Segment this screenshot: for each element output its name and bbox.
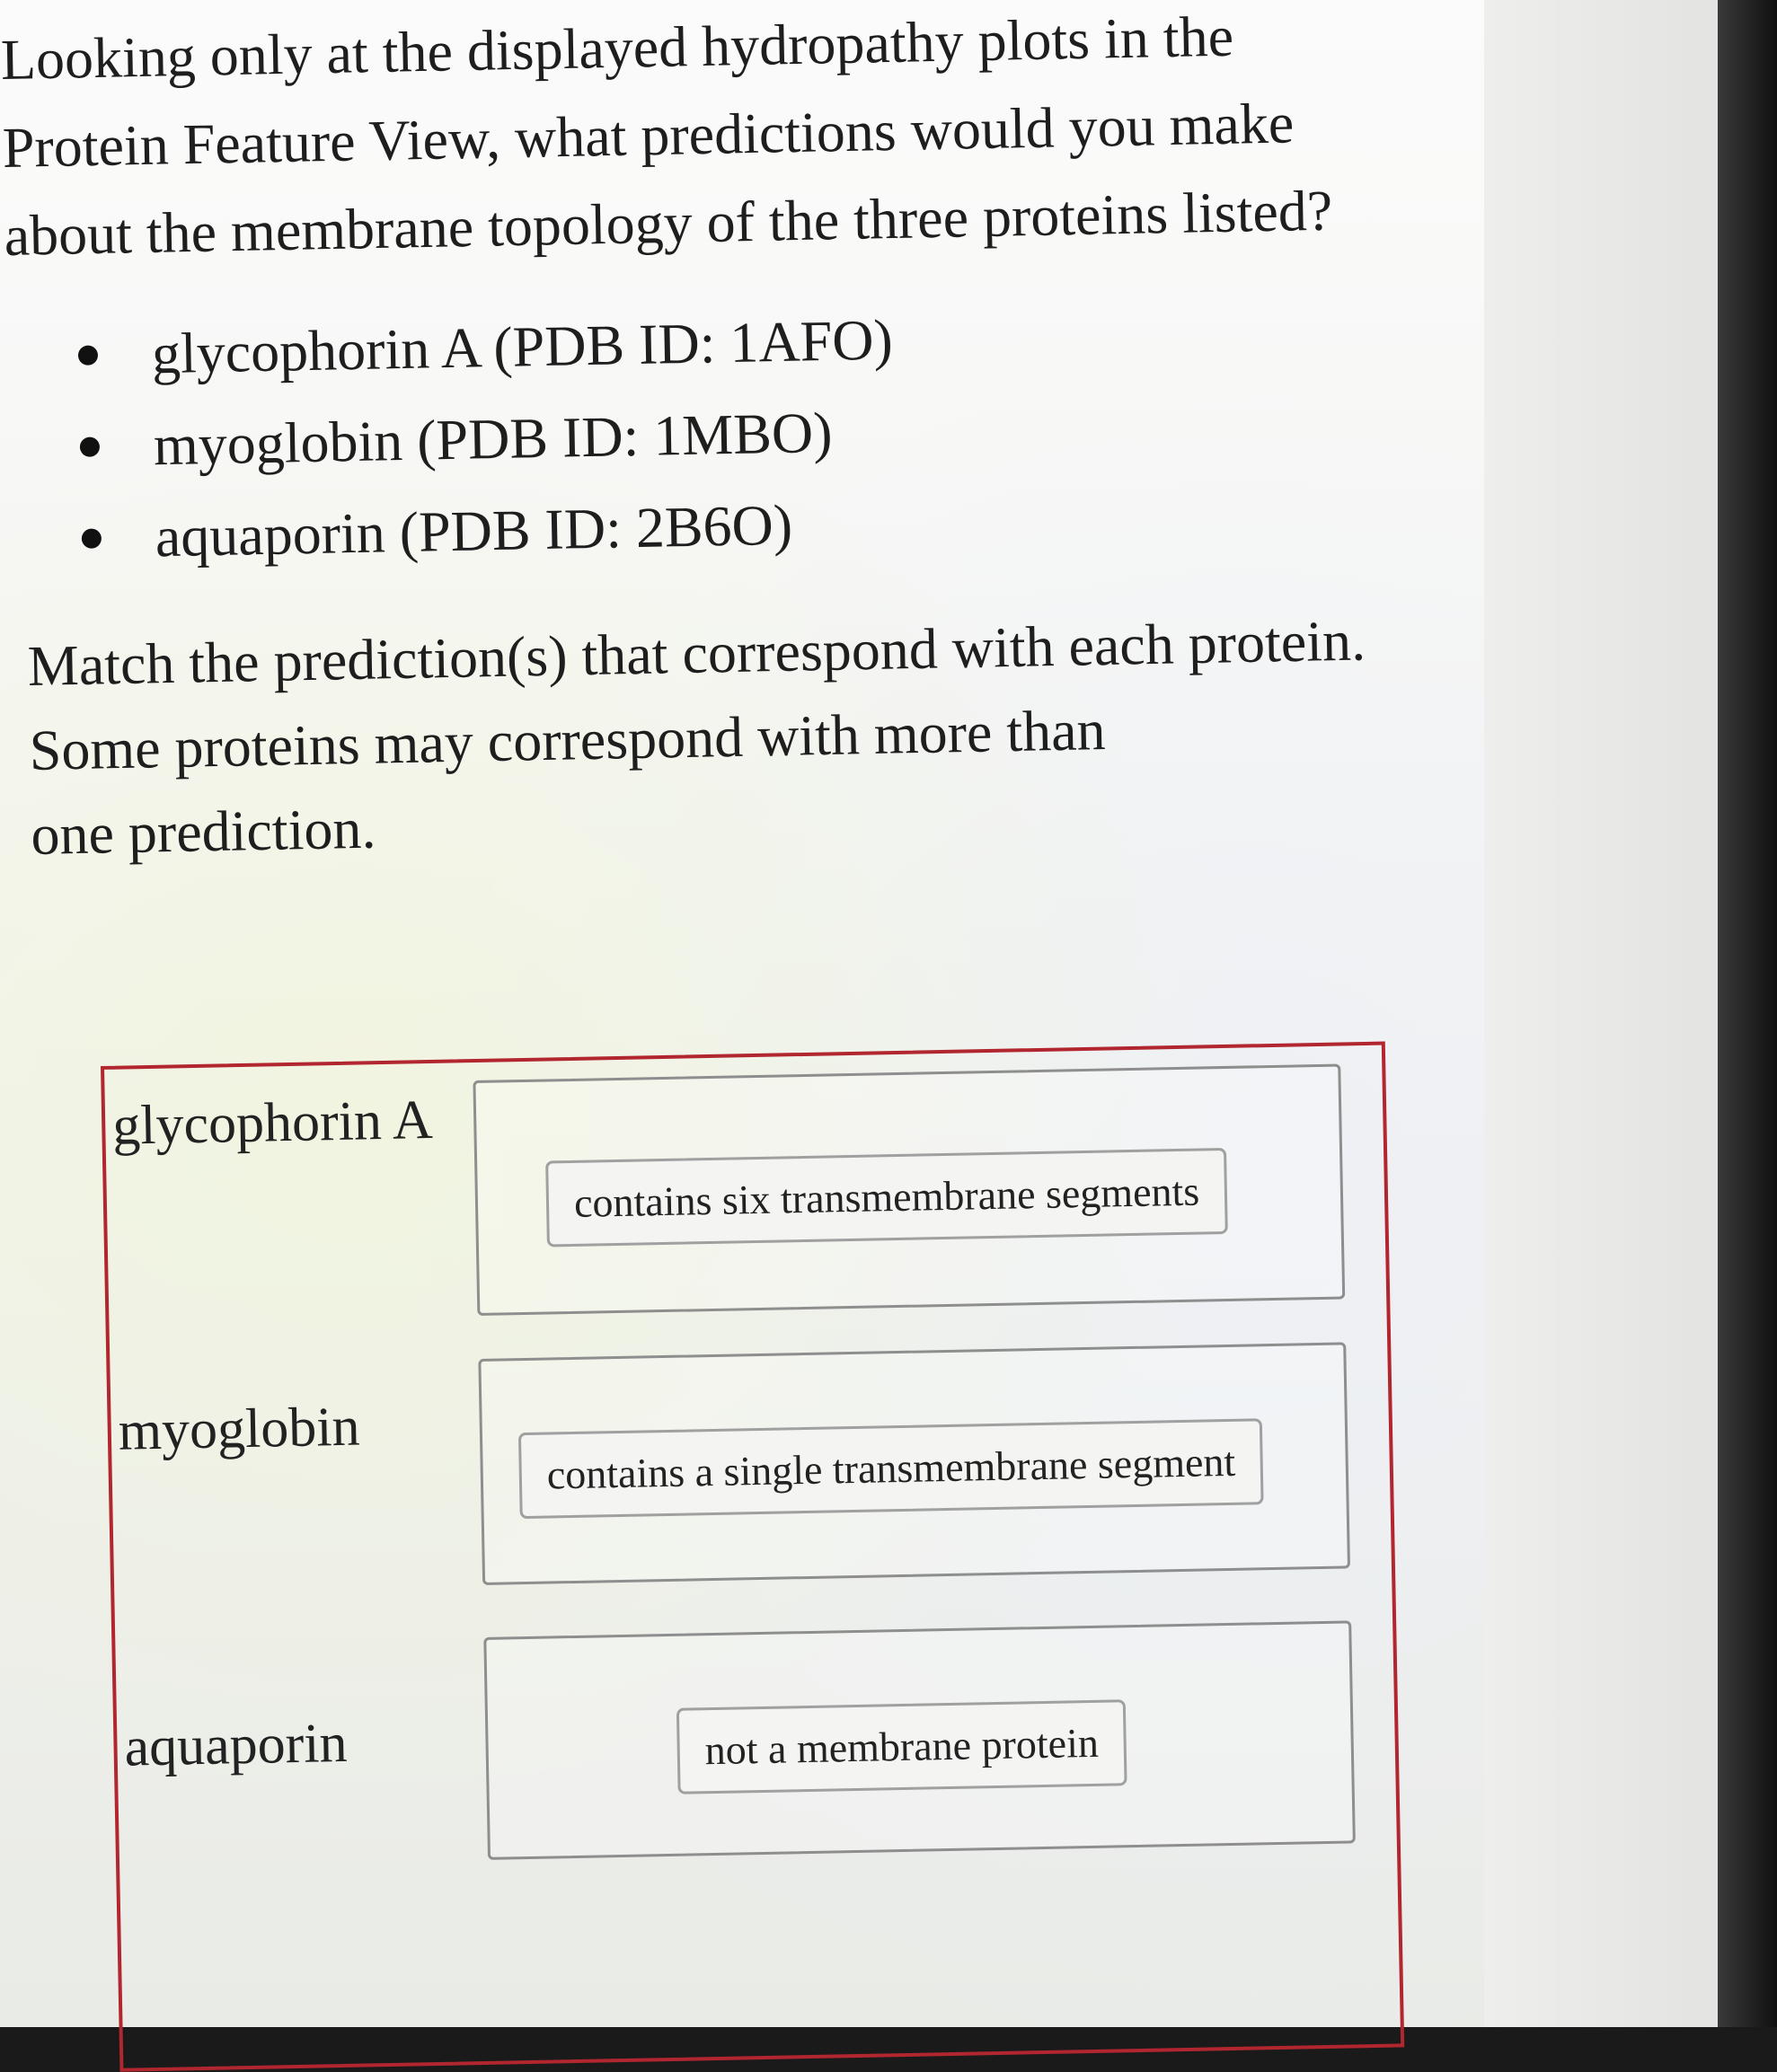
protein-list bbox=[72, 291, 1065, 585]
bullet-icon bbox=[78, 345, 98, 365]
row-label: myoglobin bbox=[118, 1396, 361, 1462]
protein-name: myoglobin (PDB ID: 1MBO) bbox=[153, 400, 834, 478]
drop-zone[interactable] bbox=[473, 1064, 1345, 1316]
question-paragraph: Looking only at the displayed hydropathy plots in the Protein Feature View, what predictions would you make about the membrane topology of the three proteins listed? bbox=[0, 4, 1333, 268]
answer-chip[interactable]: contains six transmembrane segments bbox=[545, 1148, 1228, 1248]
matching-area bbox=[101, 1042, 1404, 2072]
right-side-panel bbox=[1484, 0, 1718, 2027]
instructions-line: one prediction. bbox=[30, 796, 376, 867]
row-label: aquaporin bbox=[123, 1712, 349, 1778]
answer-chip[interactable]: contains a single transmembrane segment bbox=[518, 1418, 1264, 1519]
row-label: glycophorin A bbox=[111, 1089, 434, 1157]
instructions-line: Some proteins may correspond with more than bbox=[29, 697, 1107, 782]
bullet-icon bbox=[82, 528, 102, 548]
match-row-myoglobin bbox=[110, 1342, 1385, 1498]
monitor-bezel bbox=[1718, 0, 1777, 2027]
protein-name: glycophorin A (PDB ID: 1AFO) bbox=[151, 307, 894, 386]
protein-name: aquaporin (PDB ID: 2B6O) bbox=[155, 492, 793, 569]
list-item bbox=[75, 474, 1065, 585]
answer-chip[interactable]: not a membrane protein bbox=[676, 1699, 1127, 1794]
drop-zone[interactable] bbox=[478, 1342, 1350, 1584]
drop-zone[interactable] bbox=[483, 1620, 1356, 1859]
instructions bbox=[27, 596, 1469, 877]
instructions-line: Match the prediction(s) that correspond with each protein. bbox=[27, 608, 1366, 698]
question-text bbox=[0, 0, 1442, 280]
match-row-aquaporin bbox=[115, 1620, 1391, 1778]
match-row-glycophorin bbox=[104, 1045, 1380, 1226]
bullet-icon bbox=[80, 436, 100, 456]
